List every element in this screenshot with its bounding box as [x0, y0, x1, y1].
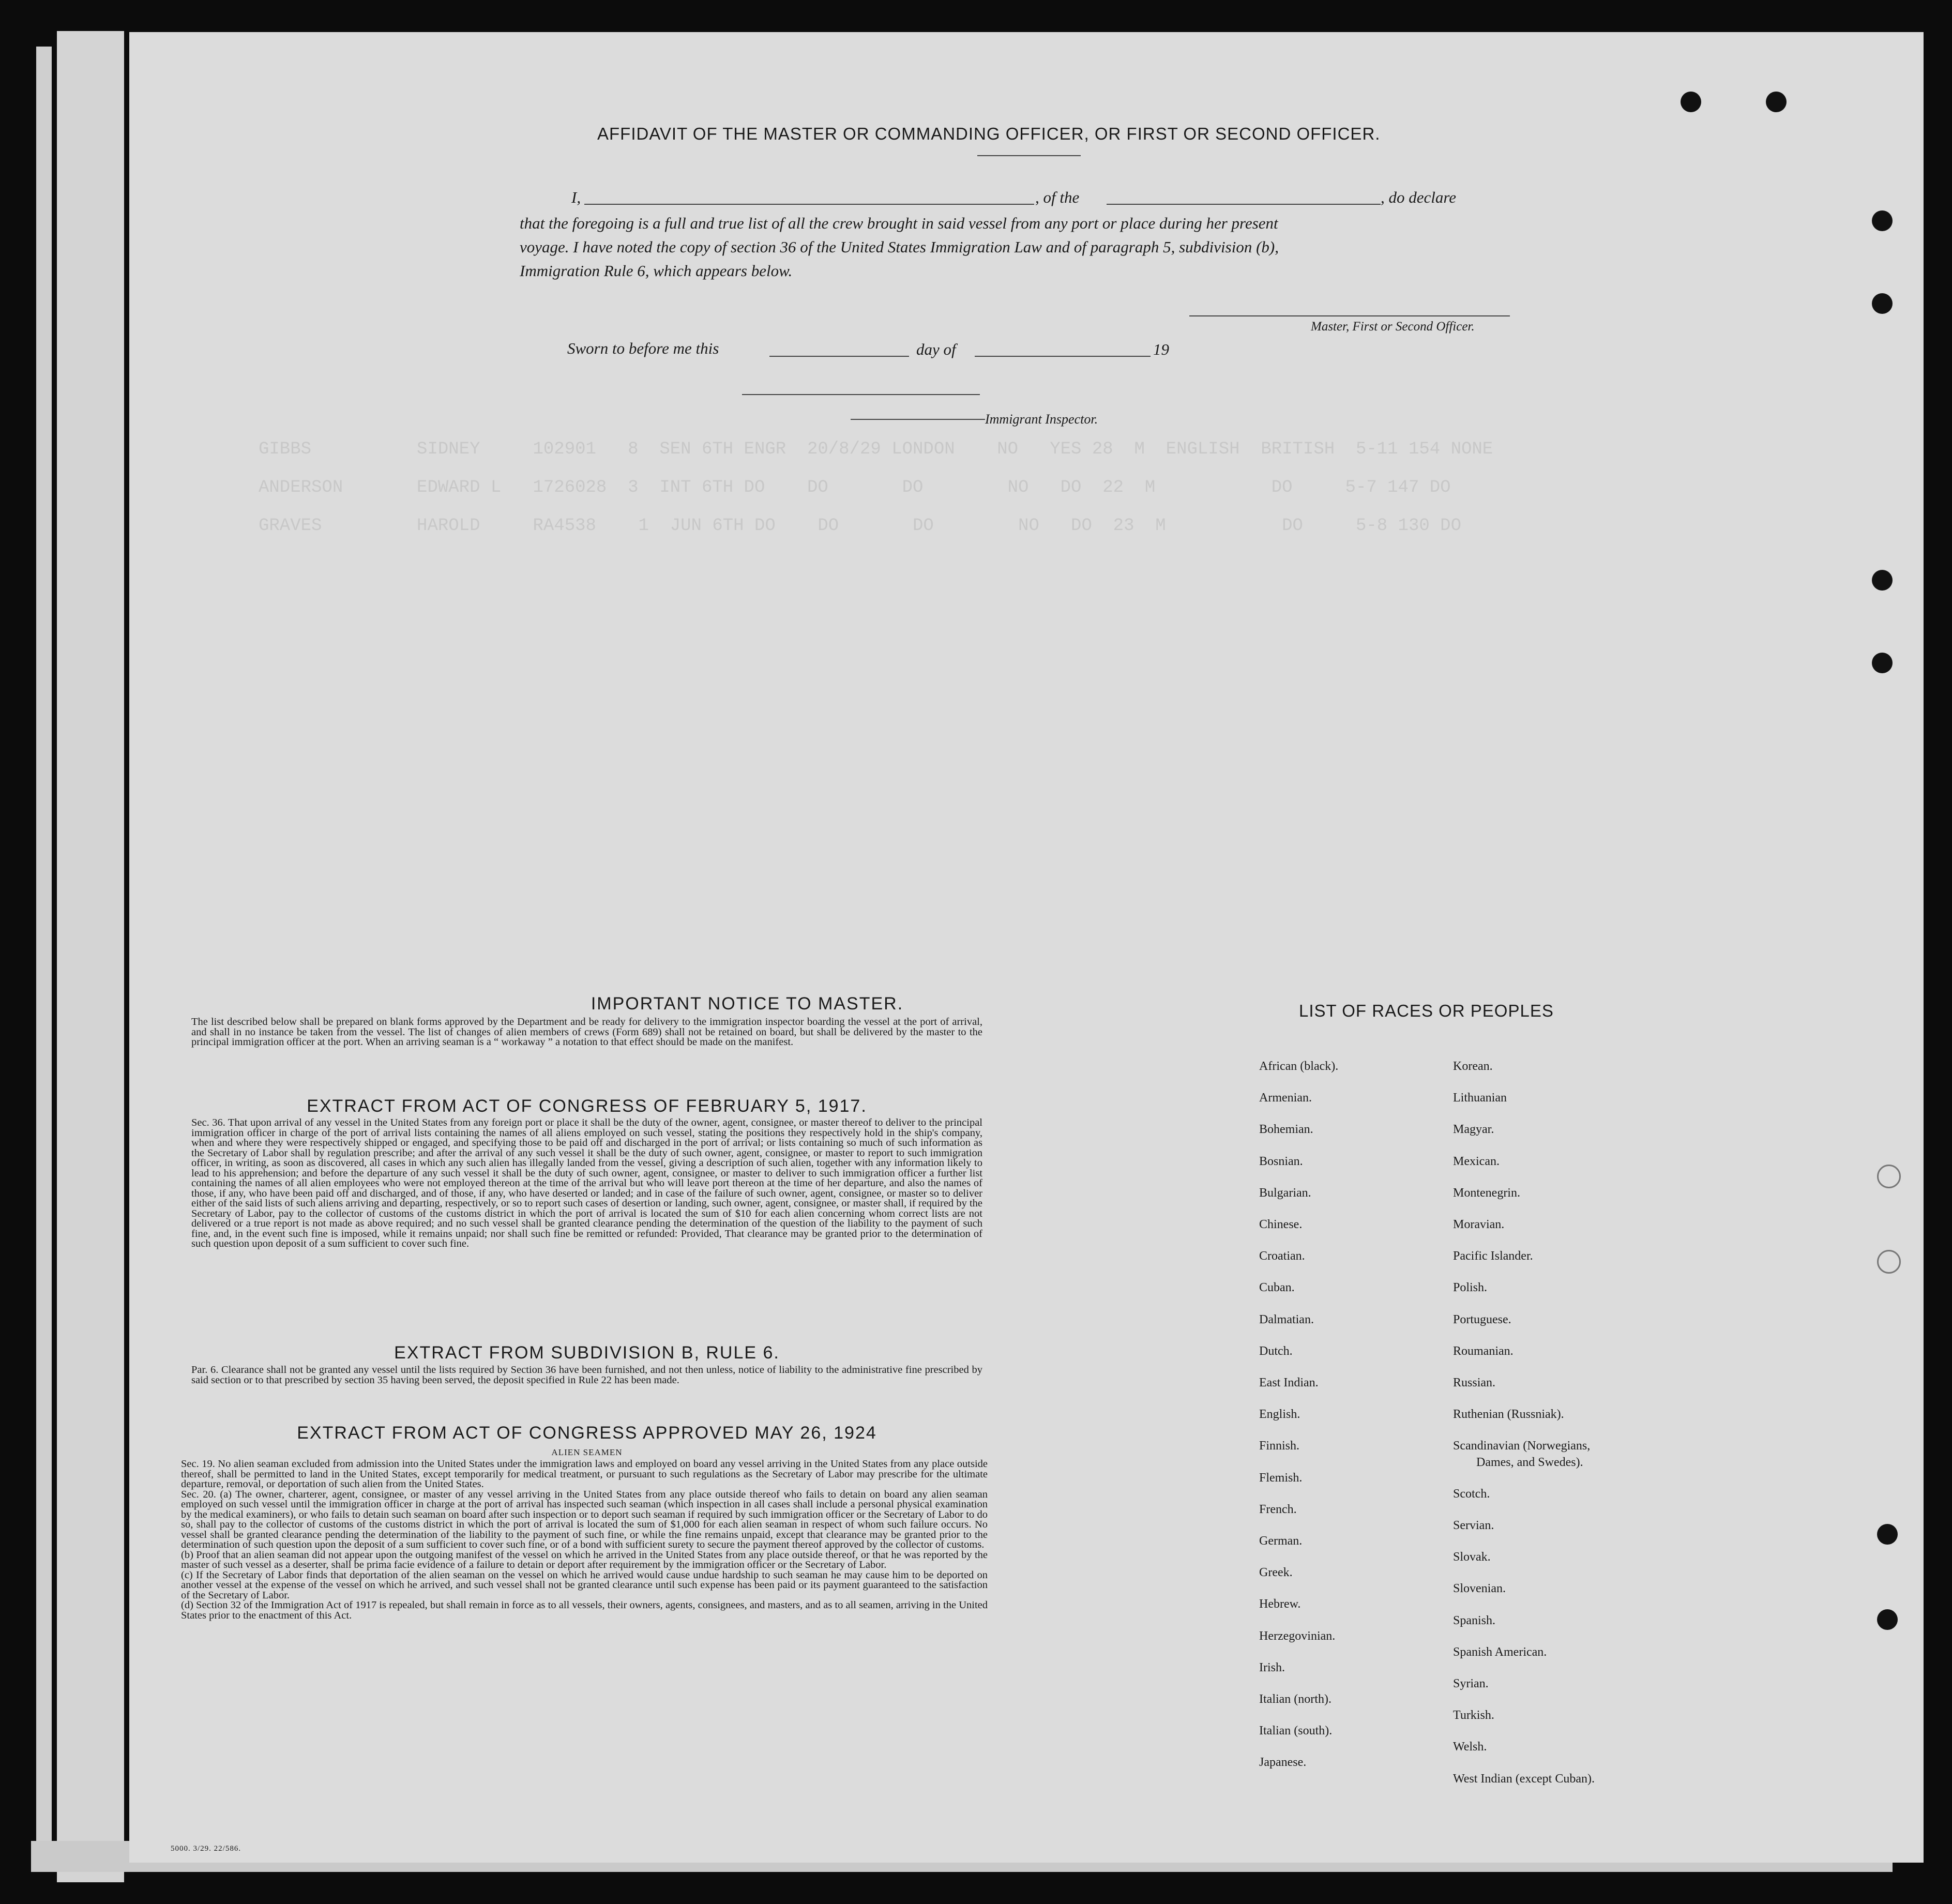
rule-6-text: Par. 6. Clearance shall not be granted any vessel until the lists required by Section 36 have been furnished, and not then unless, notice of liability to the administrative fine prescribed by said section or to that prescribed by section 35 having been served, the deposit specified in Rule 22 has been made. — [191, 1364, 982, 1386]
race-item: Dalmatian. — [1259, 1312, 1314, 1326]
race-item: Spanish. — [1453, 1613, 1496, 1627]
race-item: Croatian. — [1259, 1249, 1305, 1263]
binder-hole-3 — [1872, 210, 1893, 231]
notice-title: IMPORTANT NOTICE TO MASTER. — [591, 994, 904, 1014]
race-item: Mexican. — [1453, 1154, 1500, 1168]
race-item: Spanish American. — [1453, 1645, 1547, 1659]
vessel-label: , of the — [1035, 188, 1080, 206]
sworn-label: Sworn to before me this — [567, 339, 719, 357]
notice-text: The list described below shall be prepared on blank forms approved by the Department and be ready for delivery to the immigration inspector boarding the vessel at the port of arrival, and shall in no instance be taken from the vessel. The list of changes of alien members of crews (Form 689) shall not be retained on board, but shall be delivered by the master to the principal immigration officer at the port. When an arriving seaman is a “ workaway ” a notation to that effect should be made on the manifest. — [191, 1016, 982, 1048]
race-item: Welsh. — [1453, 1740, 1487, 1754]
sec-20d-text: (d) Section 32 of the Immigration Act of 1917 is repealed, but shall remain in force as to all vessels, their owners, agents, consignees, and masters, and as to all seamen, arriving in the United States prior to the enactment of this Act. — [181, 1599, 988, 1621]
race-item: Scandinavian (Norwegians, — [1453, 1439, 1591, 1453]
race-item: Chinese. — [1259, 1218, 1303, 1232]
race-item: Bulgarian. — [1259, 1186, 1311, 1200]
binder-hole-1 — [1681, 92, 1701, 112]
binder-hole-10 — [1877, 1609, 1898, 1630]
affidavit-title: AFFIDAVIT OF THE MASTER OR COMMANDING OFFICER, OR FIRST OR SECOND OFFICER. — [597, 124, 1381, 143]
race-item: Greek. — [1259, 1566, 1293, 1580]
race-item: Magyar. — [1453, 1123, 1494, 1137]
race-item: Pacific Islander. — [1453, 1249, 1533, 1263]
race-item: Russian. — [1453, 1376, 1496, 1390]
races-left-column — [1259, 1051, 1338, 1779]
race-item: Japanese. — [1259, 1756, 1307, 1770]
race-item: Korean. — [1453, 1060, 1493, 1073]
binder-hole-4 — [1872, 293, 1893, 314]
race-item: Herzegovinian. — [1259, 1629, 1336, 1643]
year-label: 19 — [1153, 340, 1169, 358]
race-item: Flemish. — [1259, 1471, 1303, 1485]
binder-hole-8 — [1877, 1250, 1901, 1274]
sec-20b-text: (b) Proof that an alien seaman did not appear upon the outgoing manifest of the vessel on which he arrived in the United States from any place outside thereof, or that he was reported by the master of such vessel as a deserter, shall be prima facie evidence of a failure to detain or deport after requirement by the immigration officer or the Secretary of Labor. — [181, 1549, 988, 1570]
bleed-through-rows: GIBBS SIDNEY 102901 8 SEN 6TH ENGR 20/8/29 LONDON NO YES 28 M ENGLISH BRITISH 5-11 154 NONE ANDERSON EDWARD L 1726028 3 INT 6TH DO DO DO NO DO 22 M DO 5-7 147 DO GRAVES HAROLD RA4538 1 JUN 6TH DO DO DO NO DO 23 M DO 5-8 130 DO — [259, 440, 1493, 536]
race-item: German. — [1259, 1534, 1303, 1548]
master-signature-label: Master, First or Second Officer. — [1311, 320, 1475, 334]
race-item: Bosnian. — [1259, 1154, 1303, 1168]
race-item: Slovenian. — [1453, 1582, 1506, 1596]
race-item: Cuban. — [1259, 1281, 1295, 1295]
race-item: Lithuanian — [1453, 1091, 1507, 1105]
rule-6-title: EXTRACT FROM SUBDIVISION B, RULE 6. — [394, 1343, 780, 1363]
act-1917-text: Sec. 36. That upon arrival of any vessel in the United States from any foreign port or place it shall be the duty of the owner, agent, consignee, or master thereof to deliver to the principal immigration officer in charge of the port of arrival lists containing the names of all aliens employed on such vessel, stating the positions they respectively hold in the ship's company, when and where they were respectively shipped or engaged, and specifying those to be paid off and discharged in the port of arrival; or lists containing so much of such information as the Secretary of Labor shall by regulation prescribe; and after the arrival of any such vessel it shall be the duty of such owner, agent, consignee, or master to report to such immigration officer, in writing, as soon as discovered, all cases in which any such alien has illegally landed from the vessel, giving a description of such alien, together with any information likely to lead to his apprehension; and before the departure of any such vessel it shall be the duty of such owner, agent, consignee, or master to deliver to such immigration officer a further list containing the names of all alien employees who were not employed thereon at the time of the arrival but who will leave port thereon at the time of her departure, and also the names of those, if any, who have been paid off and discharged, and of those, if any, who have deserted or landed; and in case of the failure of such owner, agent, consignee, or master so to deliver either of the said lists of such aliens arriving and departing, respectively, or so to report such cases of desertion or landing, such owner, agent, consignee, or master shall, if required by the Secretary of Labor, pay to the collector of customs of the customs district in which the port of arrival is located the sum of $10 for each alien concerning whom correct lists are not delivered or a true report is not made as above required; and no such vessel shall be granted clearance pending the determination of the question of the liability to the payment of such fine, and, in the event such fine is imposed, while it remains unpaid; nor shall such fine be remitted or refunded: Provided, That clearance may be granted prior to the determination of such question upon deposit of a sum sufficient to cover such fine. — [191, 1117, 982, 1249]
act-1924-title: EXTRACT FROM ACT OF CONGRESS APPROVED MAY 26, 1924 — [297, 1423, 877, 1443]
races-right-column — [1453, 1051, 1595, 1795]
declarant-name-field[interactable] — [584, 204, 1034, 205]
race-item: French. — [1259, 1502, 1297, 1516]
race-item: Finnish. — [1259, 1439, 1300, 1453]
race-item: Roumanian. — [1453, 1344, 1514, 1358]
race-item: Polish. — [1453, 1281, 1488, 1295]
race-item: Italian (south). — [1259, 1724, 1333, 1738]
sworn-month-field[interactable] — [975, 356, 1151, 357]
race-item: Slovak. — [1453, 1550, 1491, 1564]
race-item: Montenegrin. — [1453, 1186, 1520, 1200]
day-of-label: day of — [916, 340, 956, 358]
sec-20c-text: (c) If the Secretary of Labor finds that deportation of the alien seaman on the vessel on which he arrived would cause undue hardship to such seaman he may cause him to be deported on another vessel at the expense of the vessel on which he arrived, and such vessel shall not be granted clearance until such expense has been paid or its payment guaranteed to the satisfaction of the Secretary of Labor. — [181, 1569, 988, 1601]
binder-hole-5 — [1872, 570, 1893, 591]
race-item: African (black). — [1259, 1060, 1339, 1073]
race-item: Dutch. — [1259, 1344, 1293, 1358]
statement-line-1: that the foregoing is a full and true list of all the crew brought in said vessel from any port or place during her present — [520, 214, 1278, 232]
declare-label: , do declare — [1381, 188, 1457, 206]
underlying-page-edge-2 — [57, 31, 124, 1882]
sworn-day-field[interactable] — [769, 356, 909, 357]
race-item: Irish. — [1259, 1660, 1285, 1674]
race-item: Syrian. — [1453, 1677, 1489, 1691]
race-item: Italian (north). — [1259, 1693, 1331, 1706]
master-signature-field[interactable] — [1189, 315, 1510, 316]
inspector-signature-field-2[interactable] — [851, 419, 985, 420]
race-item: Portuguese. — [1453, 1312, 1511, 1326]
manifest-page — [129, 32, 1924, 1863]
declarant-label: I, — [571, 188, 581, 206]
vessel-name-field[interactable] — [1107, 204, 1381, 205]
title-underline — [977, 155, 1081, 156]
form-number: 5000. 3/29. 22/586. — [171, 1845, 241, 1853]
binder-hole-7 — [1877, 1165, 1901, 1188]
race-item: Moravian. — [1453, 1218, 1505, 1232]
act-1924-text — [181, 1459, 988, 1621]
binder-hole-2 — [1766, 92, 1787, 112]
race-item: Hebrew. — [1259, 1597, 1301, 1611]
race-item: East Indian. — [1259, 1376, 1319, 1390]
race-item: West Indian (except Cuban). — [1453, 1772, 1595, 1786]
sec-20a-text: Sec. 20. (a) The owner, charterer, agent, consignee, or master of any vessel arriving in the United States from any place outside thereof who fails to detain on board any alien seaman employed on such vessel until the immigration officer in charge at the port of arrival has inspected such seaman (which inspection in all cases shall include a personal physical examination by the medical examiners), or who fails to detain such seaman on board after such inspection or to deport such seaman if required by such immigration officer or the Secretary of Labor to do so, shall pay to the collector of customs of the customs district in which the port of arrival is located the sum of $1,000 for each alien seaman in respect of whom such failure occurs. No vessel shall be granted clearance pending the determination of the liability to the payment of such fine, or while the fine remains unpaid, except that clearance may be granted prior to the determination of such question upon the deposit of a sum sufficient to cover such fine, or of a bond with sufficient surety to secure the payment thereof approved by the collector of customs. — [181, 1488, 988, 1550]
statement-line-2: voyage. I have noted the copy of section 36 of the United States Immigration Law and of paragraph 5, subdivision (b), — [520, 238, 1279, 256]
race-item: Bohemian. — [1259, 1123, 1313, 1137]
underlying-page-edge-1 — [36, 47, 52, 1856]
binder-hole-9 — [1877, 1524, 1898, 1545]
race-item: Turkish. — [1453, 1709, 1494, 1722]
race-item: Scotch. — [1453, 1487, 1490, 1501]
race-item: Armenian. — [1259, 1091, 1312, 1105]
act-1924-subtitle: ALIEN SEAMEN — [551, 1447, 623, 1457]
binder-hole-6 — [1872, 653, 1893, 673]
inspector-label: Immigrant Inspector. — [985, 412, 1098, 427]
race-item: Servian. — [1453, 1519, 1494, 1533]
inspector-signature-field-1[interactable] — [742, 394, 980, 395]
act-1917-title: EXTRACT FROM ACT OF CONGRESS OF FEBRUARY 5, 1917. — [307, 1096, 867, 1116]
race-item: Ruthenian (Russniak). — [1453, 1408, 1564, 1422]
statement-line-3: Immigration Rule 6, which appears below. — [520, 262, 793, 280]
race-item: Dames, and Swedes). — [1476, 1455, 1583, 1469]
sec-19-text: Sec. 19. No alien seaman excluded from admission into the United States under the immigration laws and employed on board any vessel arriving in the United States from any place outside thereof, shall be permitted to land in the United States, except temporarily for medical treatment, or pursuant to such regulations as the Secretary of Labor may prescribe for the ultimate departure, removal, or deportation of such alien from the United States. — [181, 1458, 988, 1490]
race-item: English. — [1259, 1408, 1300, 1422]
races-title: LIST OF RACES OR PEOPLES — [1299, 1001, 1554, 1020]
